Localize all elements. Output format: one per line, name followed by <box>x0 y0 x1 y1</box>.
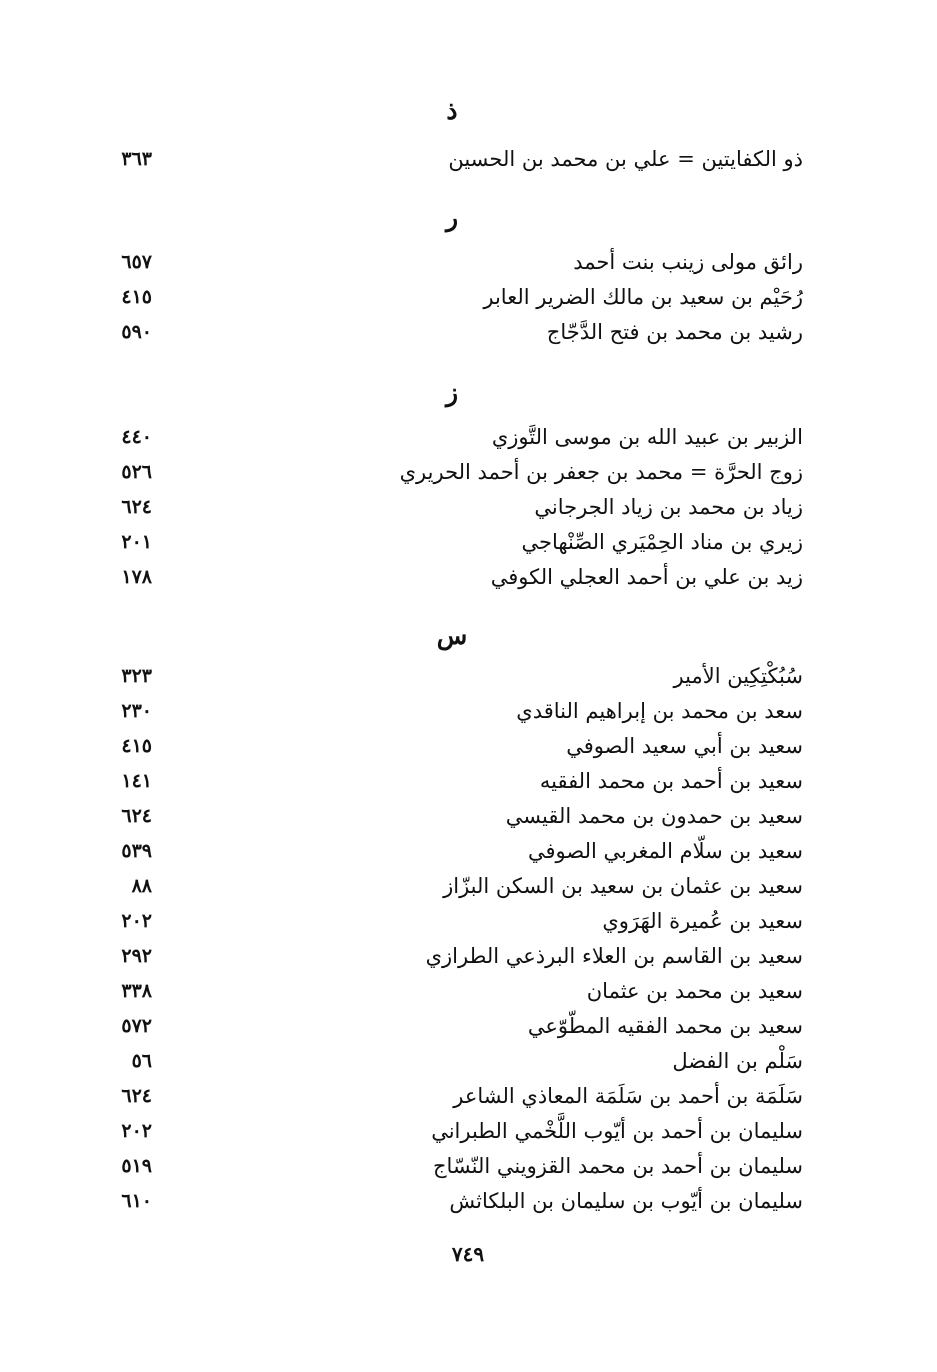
index-entry <box>0 280 937 314</box>
entry-name: سعيد بن محمد الفقيه المطّوّعي <box>527 1014 803 1038</box>
entry-name: رُحَيْم بن سعيد بن مالك الضرير العابر <box>483 285 803 309</box>
index-entry <box>0 315 937 349</box>
entry-page: ٦٢٤ <box>121 1085 152 1107</box>
index-entry <box>0 1149 937 1183</box>
section-letter: ذ <box>446 96 458 125</box>
entry-name: سعيد بن سلّام المغربي الصوفي <box>527 839 803 863</box>
entry-name: سَلَمَة بن أحمد بن سَلَمَة المعاذي الشاعر <box>453 1084 803 1108</box>
index-entry <box>0 420 937 454</box>
index-entry <box>0 525 937 559</box>
entry-page: ١٤١ <box>121 770 152 792</box>
entry-name: زيري بن مناد الحِمْيَري الصِّنْهاجي <box>521 530 803 554</box>
index-entry <box>0 490 937 524</box>
entry-page: ٢٠٢ <box>121 1120 152 1142</box>
entry-page: ٥٢٦ <box>121 461 152 483</box>
entry-page: ٥١٩ <box>121 1155 152 1177</box>
entry-name: سعيد بن عثمان بن سعيد بن السكن البزّاز <box>443 874 803 898</box>
entry-name: سعيد بن محمد بن عثمان <box>586 979 803 1003</box>
entry-page: ٥٣٩ <box>121 840 152 862</box>
entry-name: زوج الحرَّة = محمد بن جعفر بن أحمد الحريري <box>399 460 803 484</box>
entry-page: ٣٦٣ <box>121 148 152 170</box>
entry-page: ٥٩٠ <box>121 321 152 343</box>
entry-name: سليمان بن أحمد بن محمد القزويني النّسّاج <box>432 1154 803 1178</box>
entry-name: سعيد بن أحمد بن محمد الفقيه <box>539 769 803 793</box>
entry-page: ١٧٨ <box>121 566 152 588</box>
index-entry <box>0 142 937 176</box>
index-entry <box>0 245 937 279</box>
index-entry <box>0 1184 937 1218</box>
entry-page: ٥٦ <box>131 1050 152 1072</box>
index-entry <box>0 455 937 489</box>
entry-name: سعيد بن القاسم بن العلاء البرذعي الطرازي <box>425 944 803 968</box>
entry-name: سعيد بن أبي سعيد الصوفي <box>566 734 803 758</box>
entry-page: ٢٠٢ <box>121 910 152 932</box>
entry-page: ٤٤٠ <box>121 426 152 448</box>
entry-page: ٨٨ <box>131 875 152 897</box>
entry-name: ذو الكفايتين = علي بن محمد بن الحسين <box>448 147 803 171</box>
entry-page: ٤١٥ <box>121 735 152 757</box>
entry-name: سعيد بن حمدون بن محمد القيسي <box>505 804 803 828</box>
entry-name: زيد بن علي بن أحمد العجلي الكوفي <box>490 565 803 589</box>
index-entry <box>0 869 937 903</box>
entry-page: ٤١٥ <box>121 286 152 308</box>
index-entry <box>0 1079 937 1113</box>
entry-page: ٣٣٨ <box>121 980 152 1002</box>
entry-page: ٦٥٧ <box>121 251 152 273</box>
entry-name: زياد بن محمد بن زياد الجرجاني <box>534 495 803 519</box>
entry-page: ٥٧٢ <box>121 1015 152 1037</box>
index-entry <box>0 904 937 938</box>
entry-page: ٢٣٠ <box>121 700 152 722</box>
index-entry <box>0 799 937 833</box>
section-letter: س <box>436 621 468 650</box>
entry-page: ٢٠١ <box>121 531 152 553</box>
page-number: ٧٤٩ <box>451 1242 485 1266</box>
entry-page: ٦١٠ <box>121 1190 152 1212</box>
entry-page: ٦٢٤ <box>121 496 152 518</box>
entry-name: سَلْم بن الفضل <box>672 1049 803 1073</box>
index-entry <box>0 764 937 798</box>
entry-name: سليمان بن أيّوب بن سليمان بن البلكاثش <box>449 1189 803 1213</box>
entry-name: رائق مولى زينب بنت أحمد <box>573 250 803 274</box>
section-letter: ر <box>445 203 459 232</box>
entry-page: ٢٩٢ <box>121 945 152 967</box>
index-entry <box>0 694 937 728</box>
index-entry <box>0 834 937 868</box>
index-entry <box>0 1009 937 1043</box>
index-entry <box>0 560 937 594</box>
index-entry <box>0 974 937 1008</box>
index-entry <box>0 1044 937 1078</box>
index-entry <box>0 729 937 763</box>
entry-name: سليمان بن أحمد بن أيّوب اللَّخْمي الطبراني <box>431 1119 803 1143</box>
entry-name: سعد بن محمد بن إبراهيم الناقدي <box>516 699 803 723</box>
index-entry <box>0 939 937 973</box>
entry-name: رشيد بن محمد بن فتح الدَّجّاج <box>546 320 803 344</box>
section-letter: ز <box>445 378 459 407</box>
index-entry <box>0 659 937 693</box>
index-entry <box>0 1114 937 1148</box>
entry-name: سعيد بن عُميرة الهَرَوي <box>602 909 803 933</box>
entry-page: ٦٢٤ <box>121 805 152 827</box>
entry-page: ٣٢٣ <box>121 665 152 687</box>
entry-name: الزبير بن عبيد الله بن موسى التَّوزي <box>491 425 803 449</box>
entry-name: سُبُكْتِكِين الأمير <box>673 664 803 688</box>
